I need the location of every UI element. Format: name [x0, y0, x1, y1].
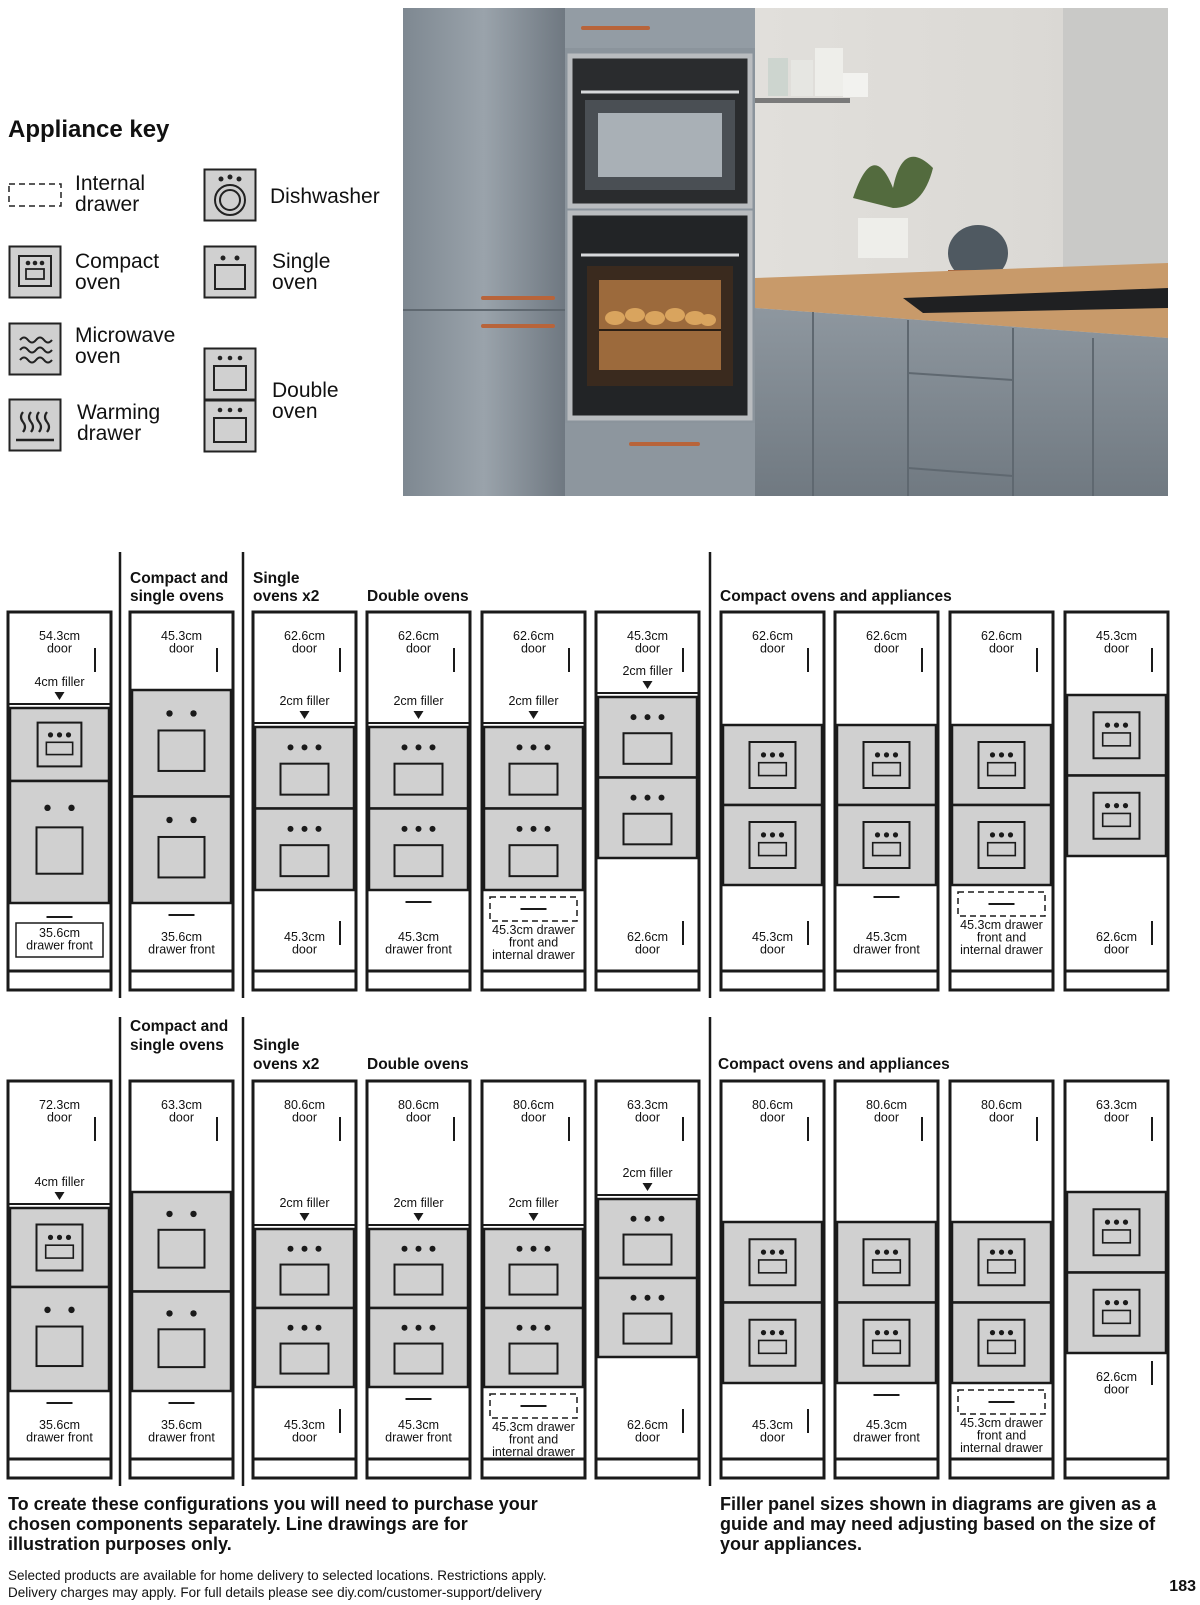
single-oven [132, 1192, 231, 1292]
oven-knob [68, 1307, 74, 1313]
cabinet-column [367, 1081, 470, 1478]
top-label: 80.6cm door [284, 1098, 325, 1125]
bottom-label: 62.6cm door [627, 1418, 668, 1445]
oven-knob [659, 714, 665, 720]
oven-knob [1105, 1300, 1110, 1305]
oven-knob [761, 832, 766, 837]
single-oven [10, 781, 109, 903]
oven-knob [1123, 1220, 1128, 1225]
oven-knob [1105, 803, 1110, 808]
oven-knob [190, 1211, 196, 1217]
oven-knob [875, 1250, 880, 1255]
top-label: 62.6cm door [513, 629, 554, 656]
oven-knob [1123, 803, 1128, 808]
cabinet-column [721, 612, 824, 990]
oven-knob [416, 1246, 422, 1252]
single-oven [132, 797, 231, 904]
key-label-dishwasher: Dishwasher [270, 185, 380, 208]
delivery-footnote-2: Delivery charges may apply. For full details please see diy.com/customer-support/delivery [8, 1585, 542, 1600]
oven-knob [190, 1310, 196, 1316]
oven-knob [990, 752, 995, 757]
top-label: 72.3cm door [39, 1098, 80, 1125]
cabinet-column [8, 1081, 111, 1478]
heading-single-x2-row2: Single ovens x2 [253, 1037, 320, 1073]
cabinet-column [253, 612, 356, 990]
oven-knob [416, 826, 422, 832]
double-bottom-oven [598, 778, 697, 859]
double-bottom-oven [369, 809, 468, 891]
oven-knob [166, 710, 172, 716]
oven-knob [517, 744, 523, 750]
oven-knob [884, 832, 889, 837]
cabinet-column [130, 1081, 233, 1478]
bottom-label: 45.3cm door [284, 1418, 325, 1445]
oven-knob [990, 832, 995, 837]
oven-knob [316, 826, 322, 832]
oven-knob [288, 826, 294, 832]
double-top-oven [369, 1229, 468, 1308]
heading-compact-appliances-row1: Compact ovens and appliances [720, 588, 952, 605]
page-number: 183 [1169, 1578, 1196, 1595]
oven-knob [893, 832, 898, 837]
configuration-note: To create these configurations you will need to purchase your chosen components separately. Line drawings are for illustration purposes only. [8, 1494, 538, 1554]
oven-knob [545, 826, 551, 832]
compact-oven [1067, 1192, 1166, 1273]
oven-knob [631, 1216, 637, 1222]
oven-knob [517, 826, 523, 832]
oven-knob [316, 1325, 322, 1331]
top-label: 62.6cm door [284, 629, 325, 656]
oven-knob [645, 714, 651, 720]
key-label-microwave-oven: Microwave oven [75, 324, 176, 368]
key-label-double-oven: Double oven [272, 379, 339, 423]
top-label: 63.3cm door [627, 1098, 668, 1125]
oven-knob [1008, 1250, 1013, 1255]
bottom-label: 45.3cm drawer front and internal drawer [492, 1420, 575, 1459]
cabinet-column [482, 1081, 585, 1478]
top-label: 80.6cm door [981, 1098, 1022, 1125]
oven-knob [631, 1295, 637, 1301]
cabinet-column [950, 1081, 1053, 1478]
single-oven [10, 1287, 109, 1391]
oven-knob [1114, 1300, 1119, 1305]
compact-oven [1067, 1273, 1166, 1354]
key-label-compact-oven: Compact oven [75, 250, 160, 294]
oven-knob [779, 1330, 784, 1335]
filler-note: Filler panel sizes shown in diagrams are given as a guide and may need adjusting based on the size of your appliances. [720, 1494, 1157, 1554]
delivery-footnote-1: Selected products are available for home delivery to selected locations. Restrictions apply. [8, 1568, 547, 1583]
oven-knob [1008, 832, 1013, 837]
bottom-label: 45.3cm drawer front [853, 1418, 920, 1445]
oven-knob [48, 1235, 53, 1240]
oven-knob [517, 1246, 523, 1252]
filler-label: 2cm filler [279, 694, 330, 708]
compact-oven [1067, 776, 1166, 857]
double-top-oven [369, 727, 468, 809]
double-bottom-oven [484, 1308, 583, 1387]
double-bottom-oven [484, 809, 583, 891]
key-label-single-oven: Single oven [272, 250, 331, 294]
compact-oven [723, 725, 822, 805]
bottom-label: 45.3cm drawer front and internal drawer [492, 923, 575, 962]
oven-knob [166, 817, 172, 823]
oven-knob [770, 752, 775, 757]
oven-knob [779, 832, 784, 837]
bottom-label: 35.6cm drawer front [148, 930, 215, 957]
oven-knob [316, 1246, 322, 1252]
bottom-label: 62.6cm door [1096, 1370, 1137, 1397]
oven-knob [545, 744, 551, 750]
double-bottom-oven [255, 809, 354, 891]
oven-knob [402, 1246, 408, 1252]
oven-knob [302, 1246, 308, 1252]
filler-label: 2cm filler [508, 694, 559, 708]
cabinet-column [835, 1081, 938, 1478]
oven-knob [190, 710, 196, 716]
double-top-oven [255, 727, 354, 809]
top-label: 62.6cm door [866, 629, 907, 656]
oven-knob [1105, 723, 1110, 728]
oven-knob [659, 795, 665, 801]
single-oven [132, 1292, 231, 1392]
heading-double-row2: Double ovens [367, 1056, 469, 1073]
oven-knob [659, 1216, 665, 1222]
oven-knob [531, 744, 537, 750]
top-label: 80.6cm door [513, 1098, 554, 1125]
oven-knob [302, 1325, 308, 1331]
cabinet-column [596, 1081, 699, 1478]
oven-knob [66, 1235, 71, 1240]
oven-knob [416, 1325, 422, 1331]
oven-knob [68, 805, 74, 811]
oven-knob [770, 1250, 775, 1255]
oven-knob [57, 732, 62, 737]
oven-knob [531, 1246, 537, 1252]
double-bottom-oven [598, 1278, 697, 1357]
bottom-label: 45.3cm door [752, 930, 793, 957]
oven-knob [1008, 752, 1013, 757]
oven-knob [893, 1330, 898, 1335]
heading-compact-appliances-row2: Compact ovens and appliances [718, 1056, 950, 1073]
bottom-label: 35.6cm drawer front [148, 1418, 215, 1445]
oven-knob [44, 1307, 50, 1313]
oven-knob [517, 1325, 523, 1331]
bottom-label: 45.3cm drawer front and internal drawer [960, 918, 1043, 957]
oven-knob [990, 1330, 995, 1335]
cabinet-column [950, 612, 1053, 990]
oven-knob [1114, 1220, 1119, 1225]
filler-label: 2cm filler [279, 1196, 330, 1210]
oven-knob [302, 744, 308, 750]
top-label: 80.6cm door [752, 1098, 793, 1125]
oven-knob [990, 1250, 995, 1255]
filler-label: 2cm filler [508, 1196, 559, 1210]
oven-knob [770, 1330, 775, 1335]
oven-knob [893, 752, 898, 757]
compact-oven [723, 1303, 822, 1384]
oven-knob [761, 752, 766, 757]
oven-knob [884, 1250, 889, 1255]
oven-knob [44, 805, 50, 811]
oven-knob [999, 1250, 1004, 1255]
filler-label: 2cm filler [393, 694, 444, 708]
heading-single-x2-row1: Single ovens x2 [253, 570, 320, 605]
diagram-row-2 [8, 1017, 1168, 1486]
oven-knob [999, 1330, 1004, 1335]
oven-knob [288, 1325, 294, 1331]
oven-knob [57, 1235, 62, 1240]
oven-knob [999, 752, 1004, 757]
cabinet-column [367, 612, 470, 990]
double-top-oven [598, 697, 697, 778]
compact-oven [723, 805, 822, 885]
oven-knob [875, 1330, 880, 1335]
oven-knob [316, 744, 322, 750]
oven-knob [302, 826, 308, 832]
oven-knob [884, 752, 889, 757]
oven-knob [1114, 723, 1119, 728]
top-label: 62.6cm door [981, 629, 1022, 656]
compact-oven [723, 1222, 822, 1303]
top-label: 80.6cm door [866, 1098, 907, 1125]
top-label: 54.3cm door [39, 629, 80, 656]
oven-knob [779, 1250, 784, 1255]
double-top-oven [484, 727, 583, 809]
heading-compact-single-row1: Compact and single ovens [130, 570, 229, 605]
oven-knob [645, 1295, 651, 1301]
oven-knob [166, 1310, 172, 1316]
oven-knob [430, 826, 436, 832]
top-label: 62.6cm door [398, 629, 439, 656]
oven-knob [430, 1246, 436, 1252]
double-bottom-oven [255, 1308, 354, 1387]
oven-knob [288, 1246, 294, 1252]
compact-oven [952, 805, 1051, 885]
oven-knob [1114, 803, 1119, 808]
bottom-label: 35.6cm drawer front [26, 926, 93, 953]
oven-knob [631, 714, 637, 720]
oven-knob [1123, 1300, 1128, 1305]
compact-oven [10, 1208, 109, 1287]
oven-knob [1123, 723, 1128, 728]
bottom-label: 62.6cm door [627, 930, 668, 957]
top-label: 45.3cm door [161, 629, 202, 656]
oven-knob [288, 744, 294, 750]
oven-knob [999, 832, 1004, 837]
cabinet-column [8, 612, 111, 990]
top-label: 80.6cm door [398, 1098, 439, 1125]
oven-knob [430, 1325, 436, 1331]
cabinet-column [130, 612, 233, 990]
key-label-warming-drawer: Warming drawer [77, 401, 161, 445]
compact-oven [837, 805, 936, 885]
double-bottom-oven [369, 1308, 468, 1387]
compact-oven [10, 708, 109, 781]
bottom-label: 45.3cm drawer front and internal drawer [960, 1416, 1043, 1455]
oven-knob [770, 832, 775, 837]
cabinet-column [596, 612, 699, 990]
top-label: 63.3cm door [1096, 1098, 1137, 1125]
filler-label: 2cm filler [622, 664, 673, 678]
heading-compact-single-row2: Compact and single ovens [130, 1018, 229, 1054]
filler-label: 4cm filler [34, 1175, 85, 1189]
oven-knob [645, 1216, 651, 1222]
oven-knob [166, 1211, 172, 1217]
oven-knob [402, 1325, 408, 1331]
double-top-oven [484, 1229, 583, 1308]
oven-knob [893, 1250, 898, 1255]
oven-knob [779, 752, 784, 757]
oven-knob [66, 732, 71, 737]
top-label: 63.3cm door [161, 1098, 202, 1125]
filler-label: 2cm filler [622, 1166, 673, 1180]
double-top-oven [255, 1229, 354, 1308]
oven-knob [1105, 1220, 1110, 1225]
compact-oven [1067, 695, 1166, 776]
compact-oven [837, 725, 936, 805]
top-label: 45.3cm door [627, 629, 668, 656]
double-top-oven [598, 1199, 697, 1278]
oven-knob [430, 744, 436, 750]
oven-knob [875, 832, 880, 837]
cabinet-column [482, 612, 585, 990]
compact-oven [952, 725, 1051, 805]
bottom-label: 45.3cm drawer front [385, 1418, 452, 1445]
oven-knob [875, 752, 880, 757]
oven-knob [402, 744, 408, 750]
filler-label: 2cm filler [393, 1196, 444, 1210]
top-label: 45.3cm door [1096, 629, 1137, 656]
bottom-label: 62.6cm door [1096, 930, 1137, 957]
oven-knob [531, 1325, 537, 1331]
bottom-label: 45.3cm drawer front [853, 930, 920, 957]
heading-double-row1: Double ovens [367, 588, 469, 605]
compact-oven [837, 1303, 936, 1384]
single-oven [132, 690, 231, 797]
top-label: 62.6cm door [752, 629, 793, 656]
compact-oven [952, 1303, 1051, 1384]
oven-knob [402, 826, 408, 832]
oven-knob [659, 1295, 665, 1301]
oven-knob [645, 795, 651, 801]
bottom-label: 45.3cm door [752, 1418, 793, 1445]
oven-knob [761, 1330, 766, 1335]
compact-oven [952, 1222, 1051, 1303]
oven-knob [416, 744, 422, 750]
bottom-label: 45.3cm door [284, 930, 325, 957]
filler-label: 4cm filler [34, 675, 85, 689]
appliance-key-title: Appliance key [8, 116, 170, 143]
oven-knob [1008, 1330, 1013, 1335]
oven-knob [631, 795, 637, 801]
oven-knob [190, 817, 196, 823]
oven-knob [531, 826, 537, 832]
cabinet-column [1065, 612, 1168, 990]
oven-knob [761, 1250, 766, 1255]
cabinet-column [1065, 1081, 1168, 1478]
oven-knob [884, 1330, 889, 1335]
bottom-label: 35.6cm drawer front [26, 1418, 93, 1445]
cabinet-column [835, 612, 938, 990]
diagram-row-1 [8, 552, 1168, 998]
cabinet-column [721, 1081, 824, 1478]
cabinet-column [253, 1081, 356, 1478]
oven-knob [545, 1246, 551, 1252]
oven-knob [48, 732, 53, 737]
key-label-internal-drawer: Internal drawer [75, 172, 146, 216]
bottom-label: 45.3cm drawer front [385, 930, 452, 957]
compact-oven [837, 1222, 936, 1303]
oven-knob [545, 1325, 551, 1331]
